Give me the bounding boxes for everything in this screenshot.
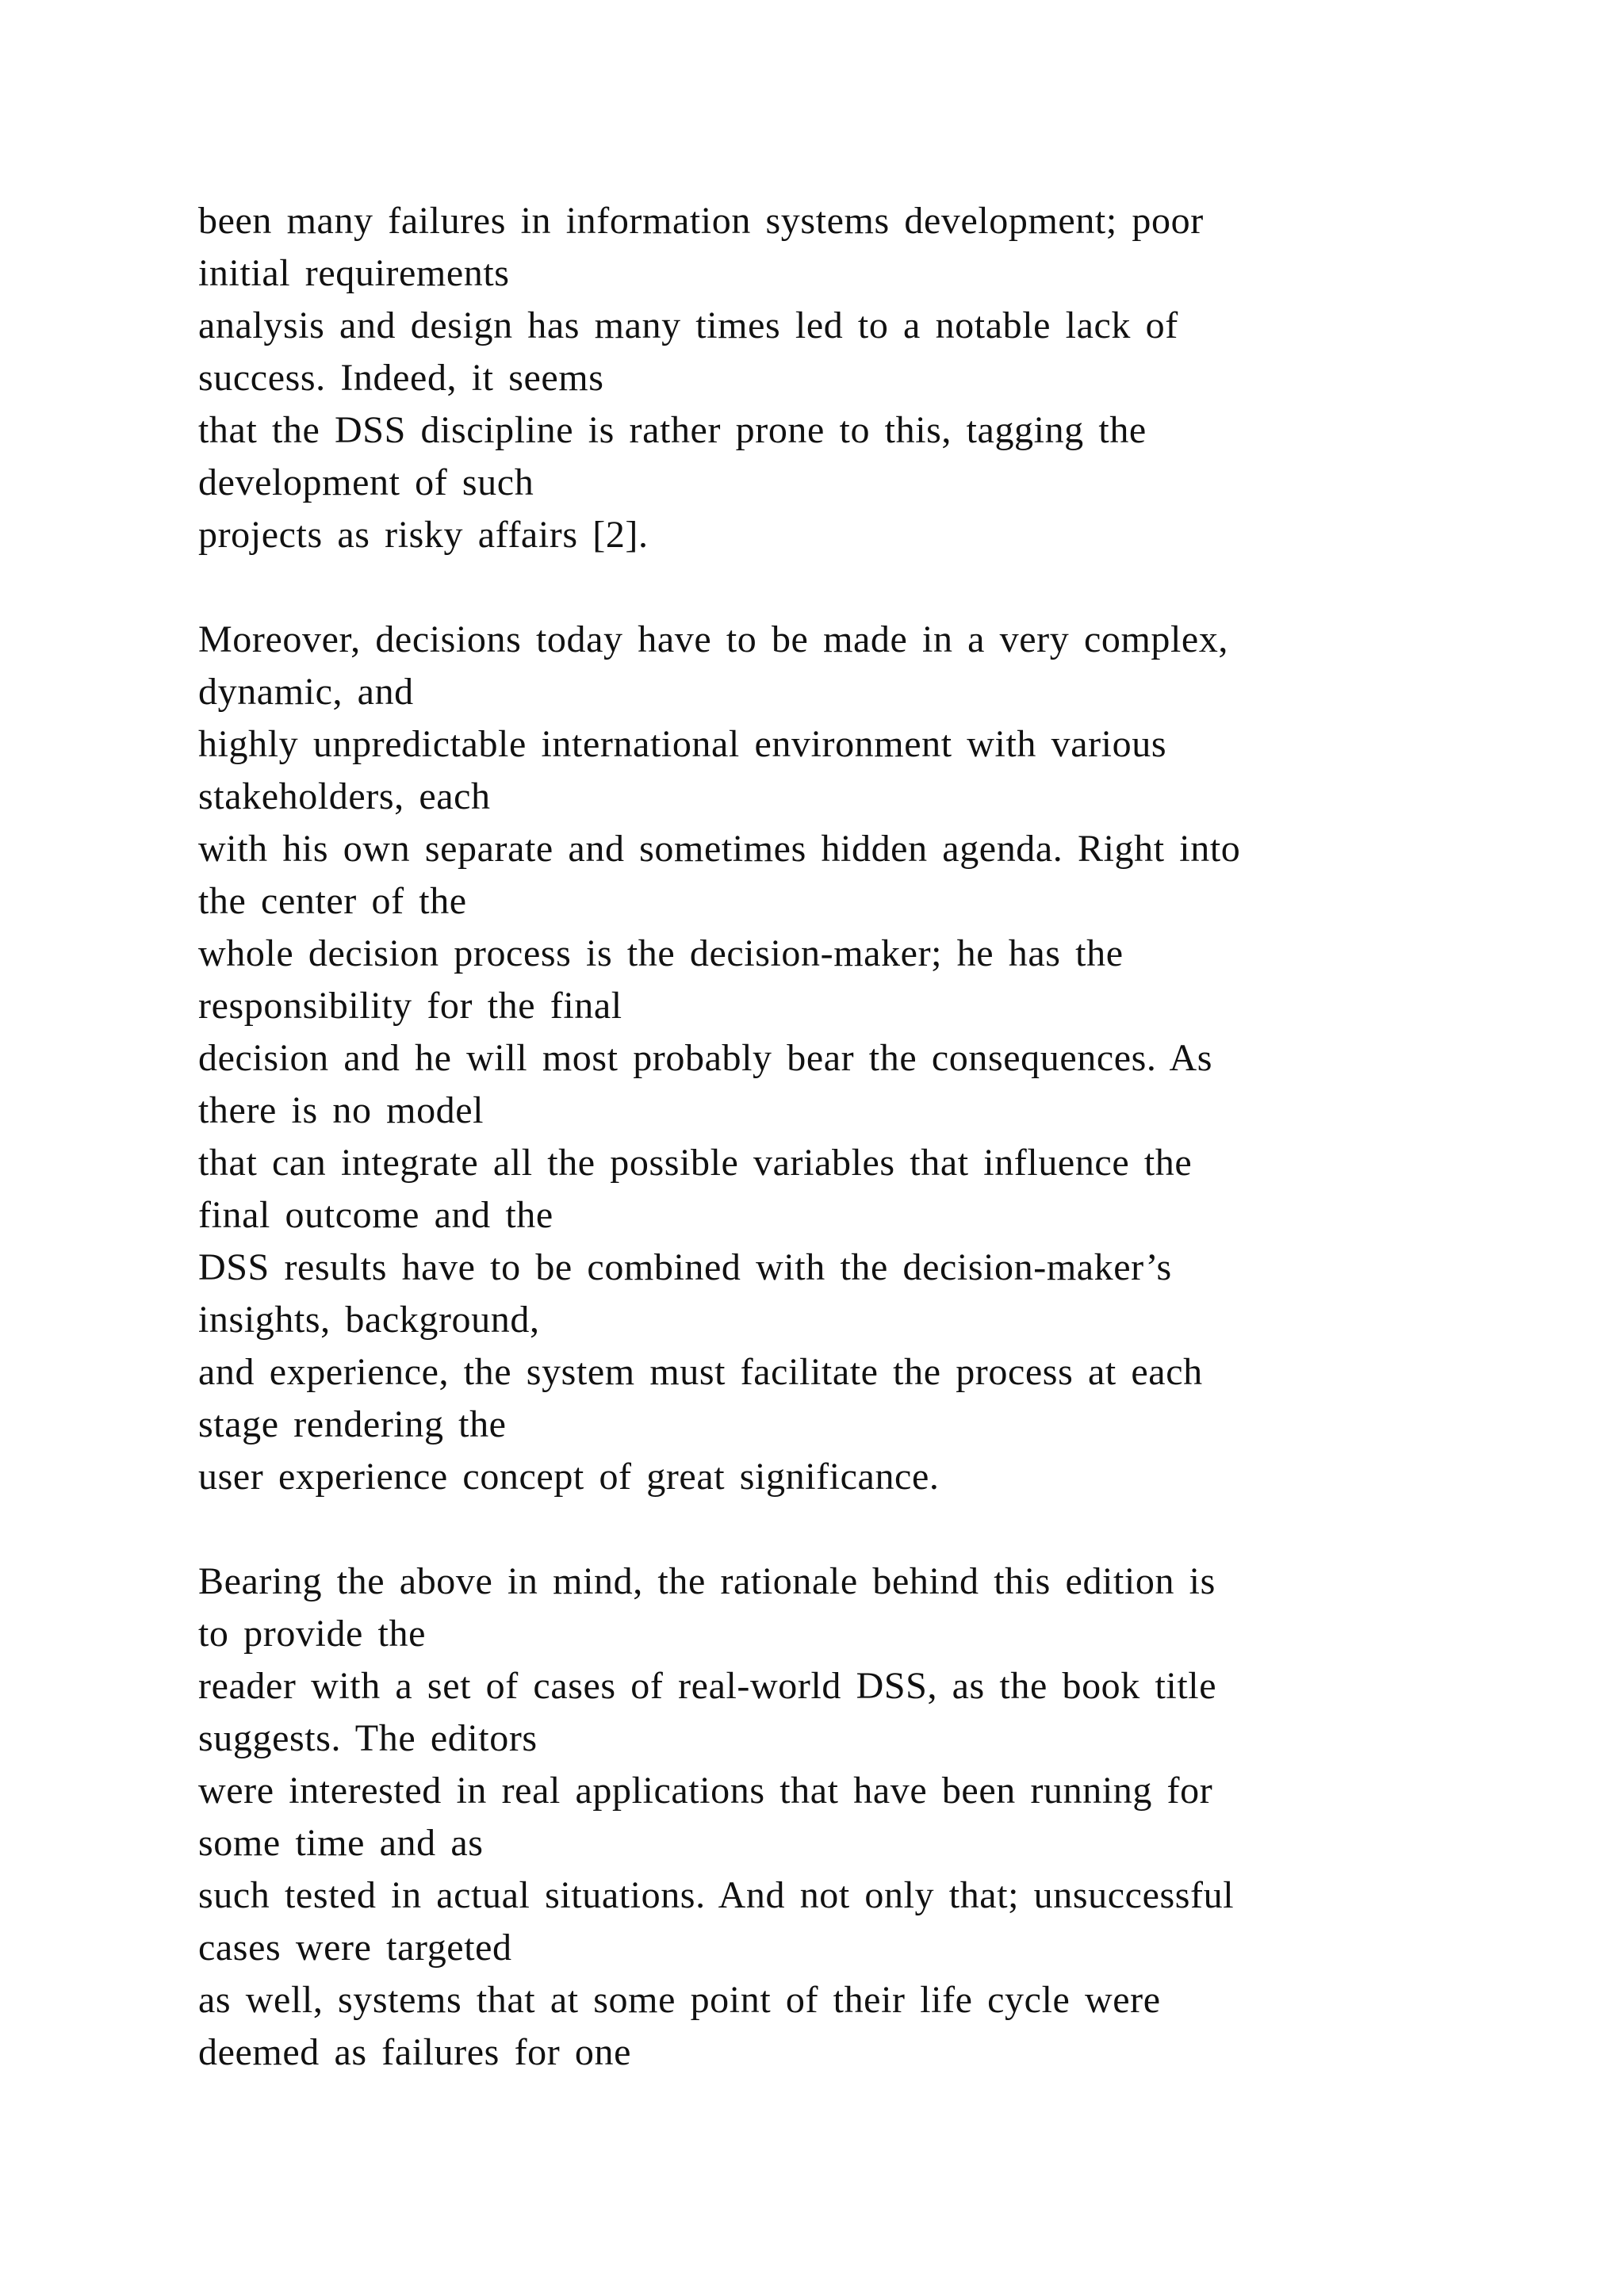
text-line: reader with a set of cases of real-world DSS, as the book title [198, 1665, 1217, 1707]
text-line: responsibility for the final [198, 985, 622, 1027]
text-line: and experience, the system must facilitate the process at each [198, 1351, 1203, 1393]
text-line: initial requirements [198, 252, 510, 294]
text-line: DSS results have to be combined with the decision-maker’s [198, 1246, 1172, 1288]
text-line: projects as risky affairs [2]. [198, 514, 649, 556]
text-line: there is no model [198, 1089, 485, 1131]
text-line: highly unpredictable international environment with various [198, 723, 1167, 765]
text-line: as well, systems that at some point of their life cycle were [198, 1979, 1161, 2021]
text-line: that the DSS discipline is rather prone to this, tagging the [198, 409, 1147, 451]
text-line: Moreover, decisions today have to be made in a very complex, [198, 618, 1229, 660]
text-line: deemed as failures for one [198, 2031, 632, 2073]
paragraph-break [198, 1503, 1515, 1556]
text-line: analysis and design has many times led to a notable lack of [198, 304, 1178, 346]
text-line: suggests. The editors [198, 1717, 538, 1759]
text-line: to provide the [198, 1613, 427, 1655]
text-line: success. Indeed, it seems [198, 357, 604, 399]
text-line: whole decision process is the decision-maker; he has the [198, 932, 1124, 974]
text-line: dynamic, and [198, 671, 414, 713]
text-line: that can integrate all the possible variables that influence the [198, 1142, 1193, 1184]
text-line: some time and as [198, 1822, 484, 1864]
text-line: were interested in real applications that have been running for [198, 1770, 1213, 1812]
text-line: decision and he will most probably bear the consequences. As [198, 1037, 1213, 1079]
text-line: user experience concept of great significance. [198, 1456, 940, 1498]
text-line: stakeholders, each [198, 775, 491, 817]
paragraph-break [198, 561, 1515, 614]
text-line: Bearing the above in mind, the rationale behind this edition is [198, 1560, 1216, 1602]
text-line: with his own separate and sometimes hidden agenda. Right into [198, 828, 1241, 870]
text-line: the center of the [198, 880, 467, 922]
text-line: insights, background, [198, 1299, 540, 1341]
text-line: cases were targeted [198, 1927, 512, 1969]
text-line: development of such [198, 461, 534, 503]
text-line: such tested in actual situations. And not only that; unsuccessful [198, 1874, 1235, 1916]
text-line: final outcome and the [198, 1194, 553, 1236]
body-text [198, 195, 1515, 2079]
text-line: stage rendering the [198, 1403, 507, 1445]
text-line: been many failures in information systems development; poor [198, 200, 1204, 242]
